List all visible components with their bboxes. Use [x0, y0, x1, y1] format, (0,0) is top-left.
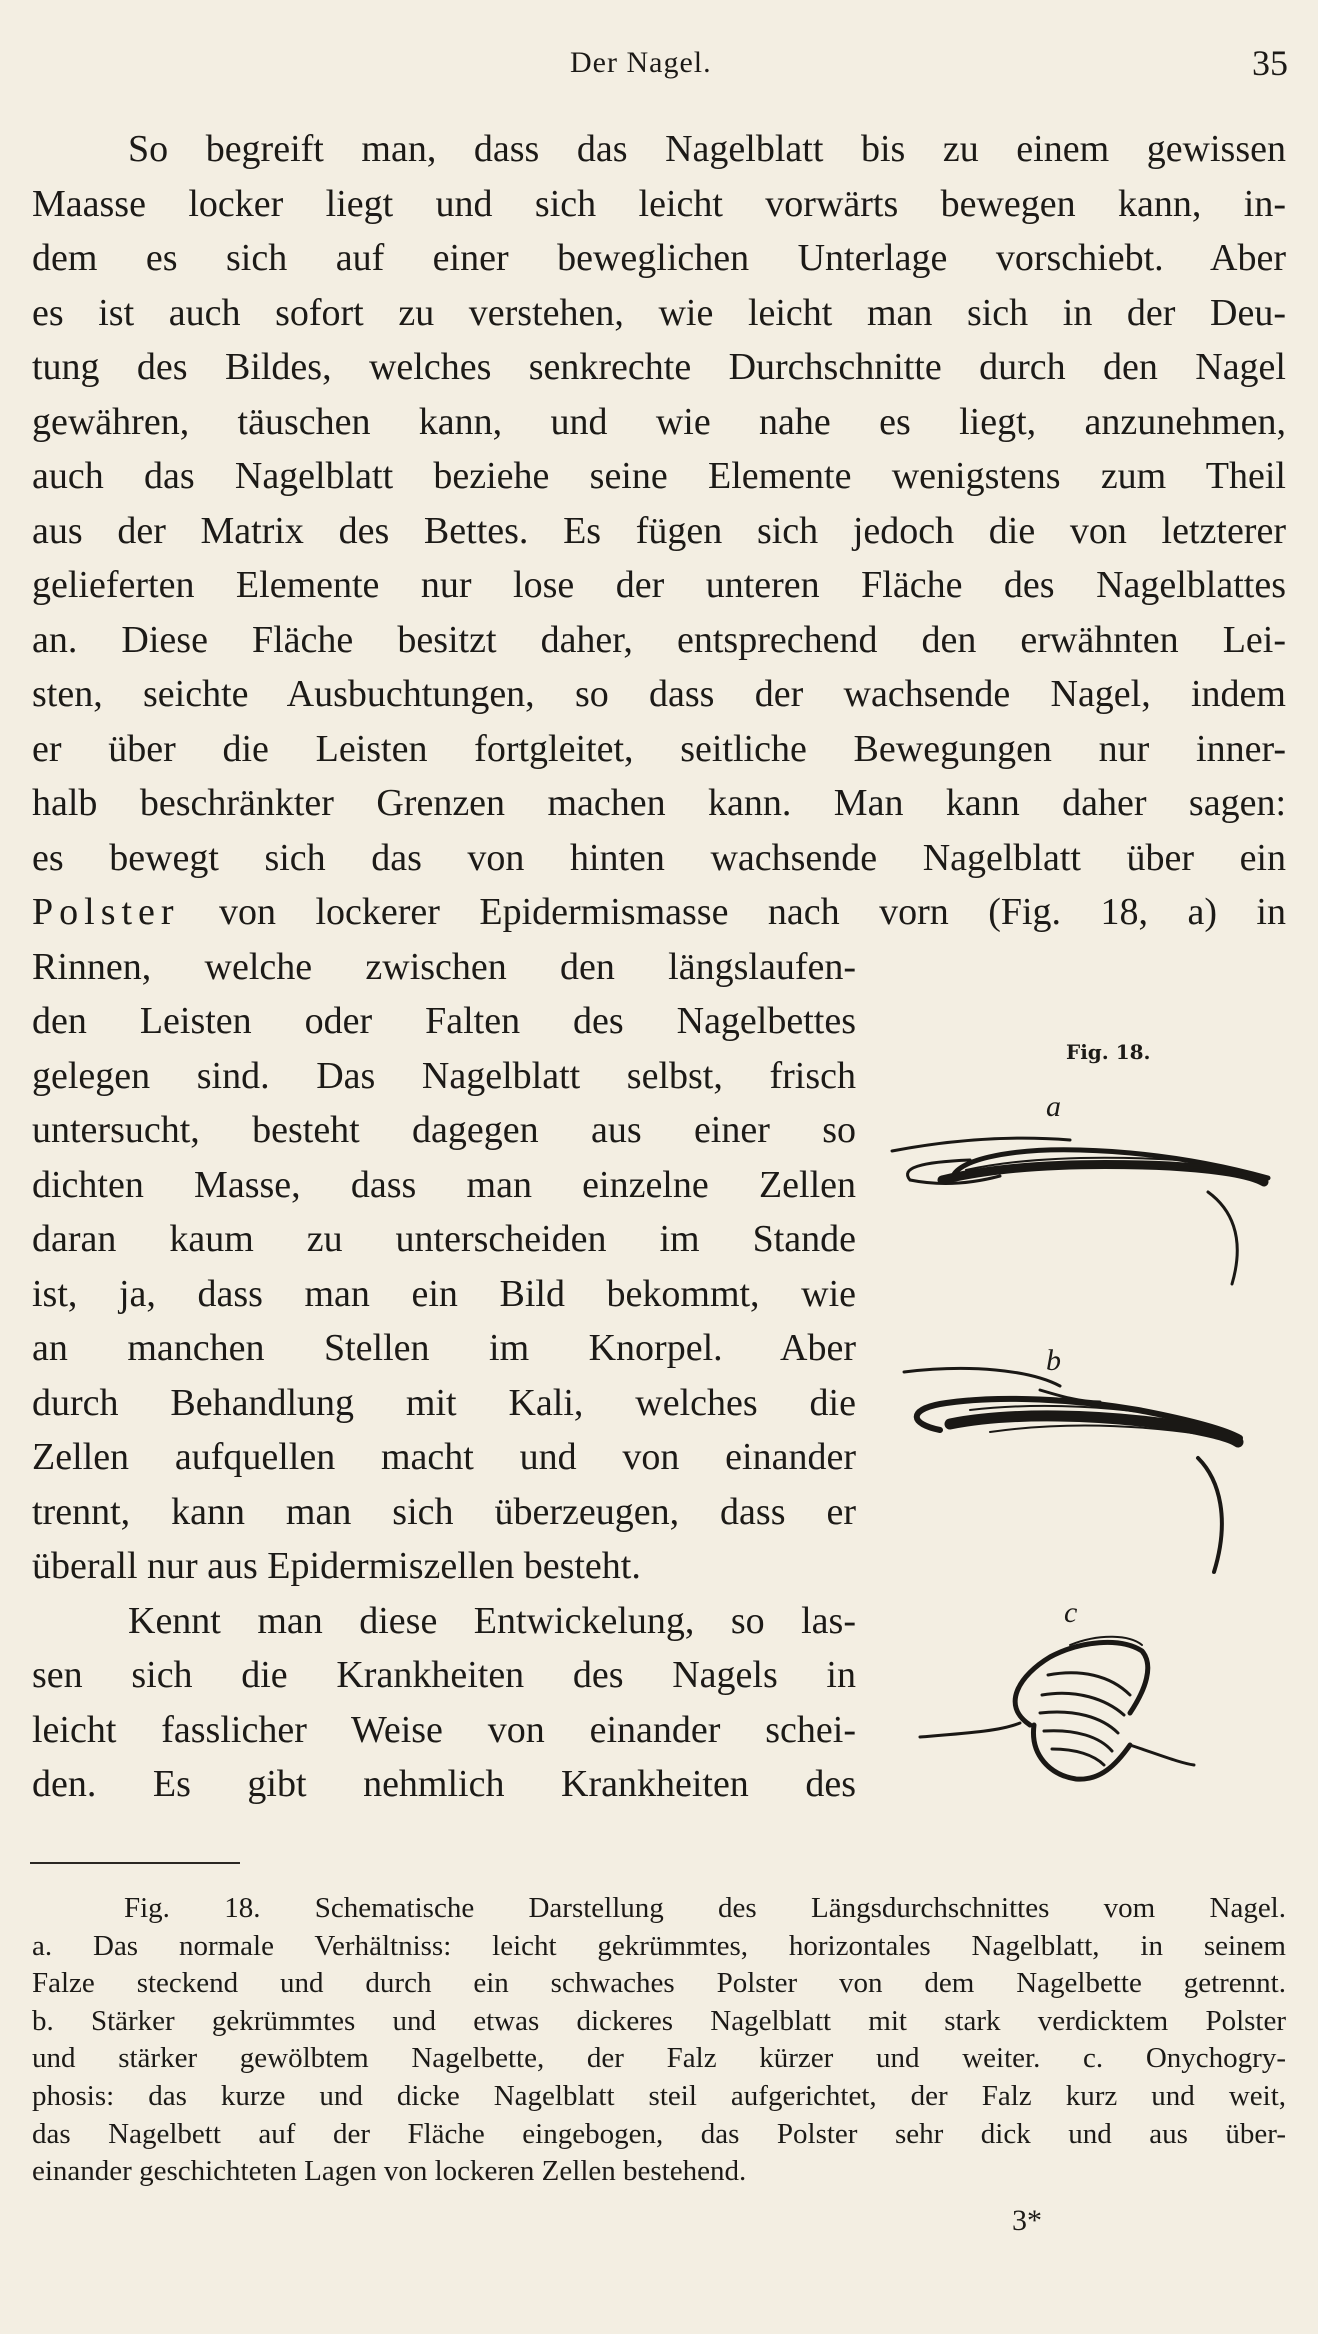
footnote-divider: [30, 1862, 240, 1864]
running-head: [0, 42, 1318, 92]
text-line: dem es sich auf einer beweglichen Unterlage vorschiebt. Aber: [32, 237, 1286, 279]
text-line: daran kaum zu unterscheiden im Stande: [32, 1218, 856, 1260]
text-line: überall nur aus Epidermiszellen besteht.: [32, 1545, 641, 1587]
text-line: durch Behandlung mit Kali, welches die: [32, 1381, 856, 1424]
text-line: Maasse locker liegt und sich leicht vorwärts bewegen kann, in-: [32, 182, 1286, 225]
nail-diagram-c: [880, 1605, 1290, 1805]
figure-letter-a: a: [1046, 1090, 1061, 1123]
text-line: Kennt man diese Entwickelung, so las-: [128, 1599, 856, 1642]
figure-caption: [32, 1890, 1286, 2191]
text-line: er über die Leisten fortgleitet, seitliche Bewegungen nur inner-: [32, 727, 1286, 770]
text-line: trennt, kann man sich überzeugen, dass er: [32, 1490, 856, 1533]
text-line: sen sich die Krankheiten des Nagels in: [32, 1654, 856, 1696]
figure-18: [880, 1040, 1290, 1800]
nail-diagram-b: [880, 1340, 1290, 1580]
running-head-title: Der Nagel.: [570, 46, 712, 79]
text-line-rest: von lockerer Epidermismasse nach vorn (Fig. 18, a) in: [179, 891, 1286, 933]
nail-diagram-a: [880, 1096, 1290, 1296]
text-line: gelegen sind. Das Nagelblatt selbst, frisch: [32, 1054, 856, 1097]
text-line: aus der Matrix des Bettes. Es fügen sich jedoch die von letzterer: [32, 509, 1286, 552]
signature-mark: 3*: [1012, 2204, 1042, 2237]
text-line: leicht fasslicher Weise von einander schei-: [32, 1708, 856, 1751]
text-line: Zellen aufquellen macht und von einander: [32, 1436, 856, 1478]
text-line: gewähren, täuschen kann, und wie nahe es liegt, anzunehmen,: [32, 400, 1286, 443]
text-line: dichten Masse, dass man einzelne Zellen: [32, 1163, 856, 1206]
caption-line: b. Stärker gekrümmtes und etwas dickeres Nagelblatt mit stark verdicktem Polster: [32, 2004, 1286, 2037]
figure-label: Fig. 18.: [1066, 1040, 1151, 1064]
text-line: halb beschränkter Grenzen machen kann. Man kann daher sagen:: [32, 782, 1286, 824]
caption-line: a. Das normale Verhältniss: leicht gekrümmtes, horizontales Nagelblatt, in seinem: [32, 1929, 1286, 1962]
text-line: den. Es gibt nehmlich Krankheiten des: [32, 1763, 856, 1805]
text-line: ist, ja, dass man ein Bild bekommt, wie: [32, 1272, 856, 1315]
text-line: sten, seichte Ausbuchtungen, so dass der wachsende Nagel, indem: [32, 673, 1286, 715]
emphasis-polster: Polster: [32, 891, 180, 933]
text-line: Rinnen, welche zwischen den längslaufen-: [32, 945, 856, 988]
caption-line: Falze steckend und durch ein schwaches Polster von dem Nagelbette getrennt.: [32, 1967, 1286, 2000]
caption-line: einander geschichteten Lagen von lockeren Zellen bestehend.: [32, 2155, 747, 2188]
text-line: [32, 885, 1286, 940]
caption-line: das Nagelbett auf der Fläche eingebogen, das Polster sehr dick und aus über-: [32, 2117, 1286, 2150]
text-line: auch das Nagelblatt beziehe seine Elemente wenigstens zum Theil: [32, 455, 1286, 497]
caption-line: Fig. 18. Schematische Darstellung des Längsdurchschnittes vom Nagel.: [124, 1892, 1286, 1924]
text-line: gelieferten Elemente nur lose der unteren Fläche des Nagelblattes: [32, 564, 1286, 606]
text-line: untersucht, besteht dagegen aus einer so: [32, 1109, 856, 1151]
text-line: es bewegt sich das von hinten wachsende Nagelblatt über ein: [32, 836, 1286, 879]
text-line: an. Diese Fläche besitzt daher, entsprechend den erwähnten Lei-: [32, 618, 1286, 661]
caption-line: phosis: das kurze und dicke Nagelblatt steil aufgerichtet, der Falz kurz und weit,: [32, 2079, 1286, 2112]
text-line: tung des Bildes, welches senkrechte Durchschnitte durch den Nagel: [32, 346, 1286, 388]
text-line: an manchen Stellen im Knorpel. Aber: [32, 1327, 856, 1369]
caption-line: und stärker gewölbtem Nagelbette, der Falz kürzer und weiter. c. Onychogry-: [32, 2042, 1286, 2075]
text-line: den Leisten oder Falten des Nagelbettes: [32, 1000, 856, 1042]
figure-letter-b: b: [1046, 1344, 1061, 1377]
figure-letter-c: c: [1064, 1596, 1078, 1629]
text-line: So begreift man, dass das Nagelblatt bis zu einem gewissen: [128, 128, 1286, 170]
text-line: es ist auch sofort zu verstehen, wie leicht man sich in der Deu-: [32, 291, 1286, 334]
page-number: 35: [1252, 43, 1288, 83]
